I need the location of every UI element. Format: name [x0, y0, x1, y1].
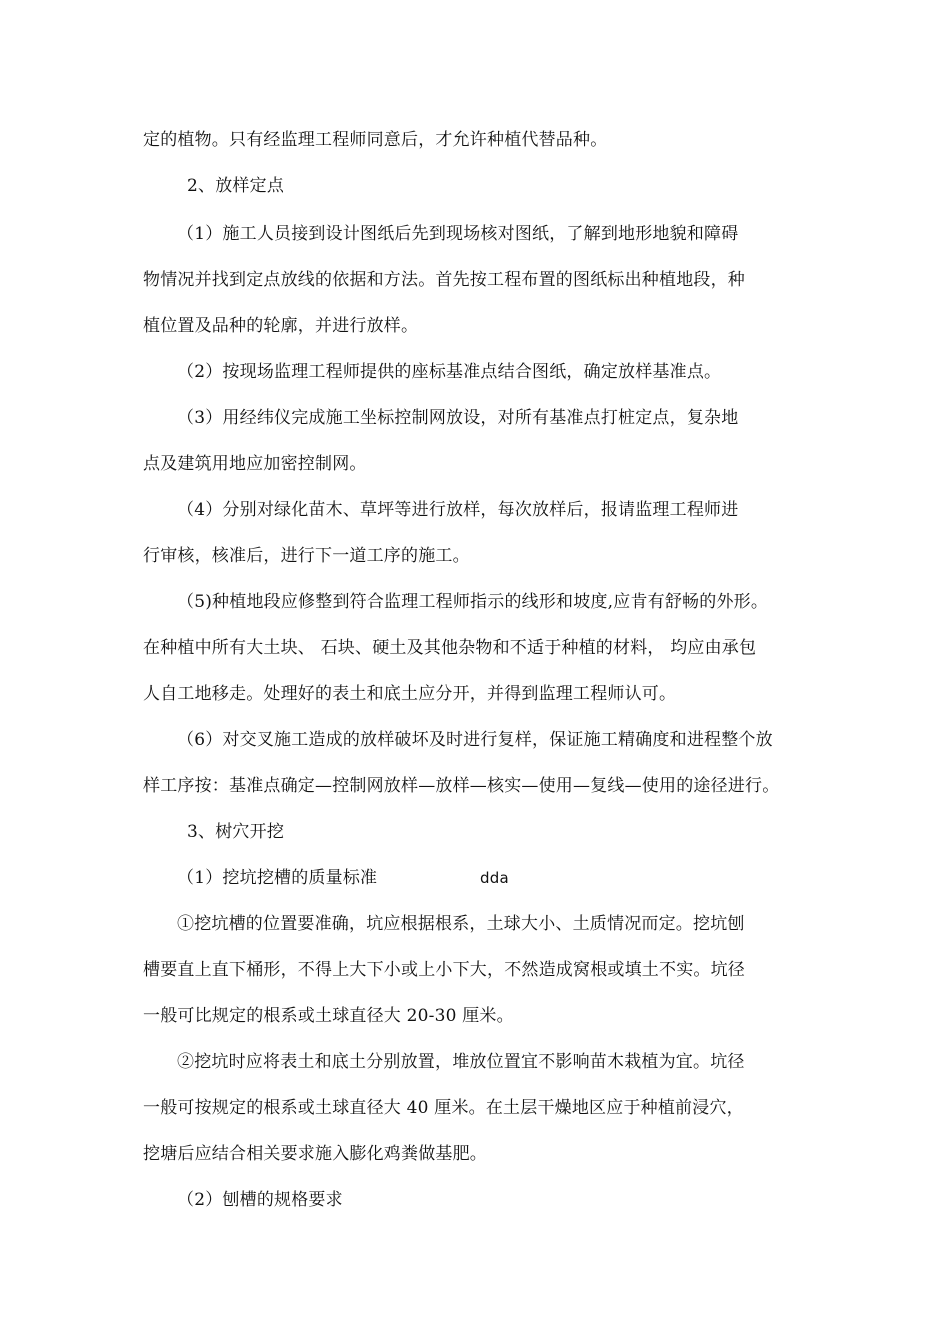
section-heading: 2、放样定点: [187, 176, 285, 196]
paragraph-line: 一般可按规定的根系或土球直径大 40 厘米。在土层干燥地区应于种植前浸穴，: [143, 1098, 744, 1118]
paragraph-line: （1）施工人员接到设计图纸后先到现场核对图纸，了解到地形地貌和障碍: [177, 224, 739, 244]
paragraph-line: （2）按现场监理工程师提供的座标基准点结合图纸，确定放样基准点。: [177, 362, 722, 382]
paragraph-line: ②挖坑时应将表土和底土分别放置，堆放位置宜不影响苗木栽植为宜。坑径: [177, 1052, 745, 1072]
paragraph-line: 挖塘后应结合相关要求施入膨化鸡粪做基肥。: [143, 1144, 487, 1164]
section-heading: 3、树穴开挖: [187, 822, 285, 842]
paragraph-line: 人自工地移走。处理好的表土和底土应分开，并得到监理工程师认可。: [143, 684, 677, 704]
paragraph-line: 定的植物。只有经监理工程师同意后，才允许种植代替品种。: [143, 130, 608, 150]
paragraph-line: （3）用经纬仪完成施工坐标控制网放设，对所有基准点打桩定点，复杂地: [177, 408, 739, 428]
stray-note: dda: [480, 869, 509, 887]
paragraph-line: 样工序按：基准点确定—控制网放样—放样—核实—使用—复线—使用的途径进行。: [143, 776, 780, 796]
paragraph-line: 行审核，核准后，进行下一道工序的施工。: [143, 546, 470, 566]
paragraph-line: （6）对交叉施工造成的放样破坏及时进行复样，保证施工精确度和进程整个放: [177, 730, 773, 750]
paragraph-line: （5)种植地段应修整到符合监理工程师指示的线形和坡度,应肯有舒畅的外形。: [177, 592, 769, 612]
subsection-heading: （2）刨槽的规格要求: [177, 1190, 343, 1210]
paragraph-line: 植位置及品种的轮廓，并进行放样。: [143, 316, 419, 336]
paragraph-line: 槽要直上直下桶形，不得上大下小或上小下大，不然造成窝根或填土不实。坑径: [143, 960, 745, 980]
paragraph-line: （4）分别对绿化苗木、草坪等进行放样，每次放样后，报请监理工程师进: [177, 500, 739, 520]
paragraph-line: ①挖坑槽的位置要准确，坑应根据根系，土球大小、土质情况而定。挖坑刨: [177, 914, 745, 934]
paragraph-line: 物情况并找到定点放线的依据和方法。首先按工程布置的图纸标出种植地段，种: [143, 270, 745, 290]
paragraph-line: 点及建筑用地应加密控制网。: [143, 454, 367, 474]
paragraph-line: 一般可比规定的根系或土球直径大 20-30 厘米。: [143, 1006, 514, 1026]
paragraph-line: 在种植中所有大土块、 石块、硬土及其他杂物和不适于种植的材料， 均应由承包: [143, 638, 757, 658]
subsection-heading: （1）挖坑挖槽的质量标准: [177, 868, 378, 888]
